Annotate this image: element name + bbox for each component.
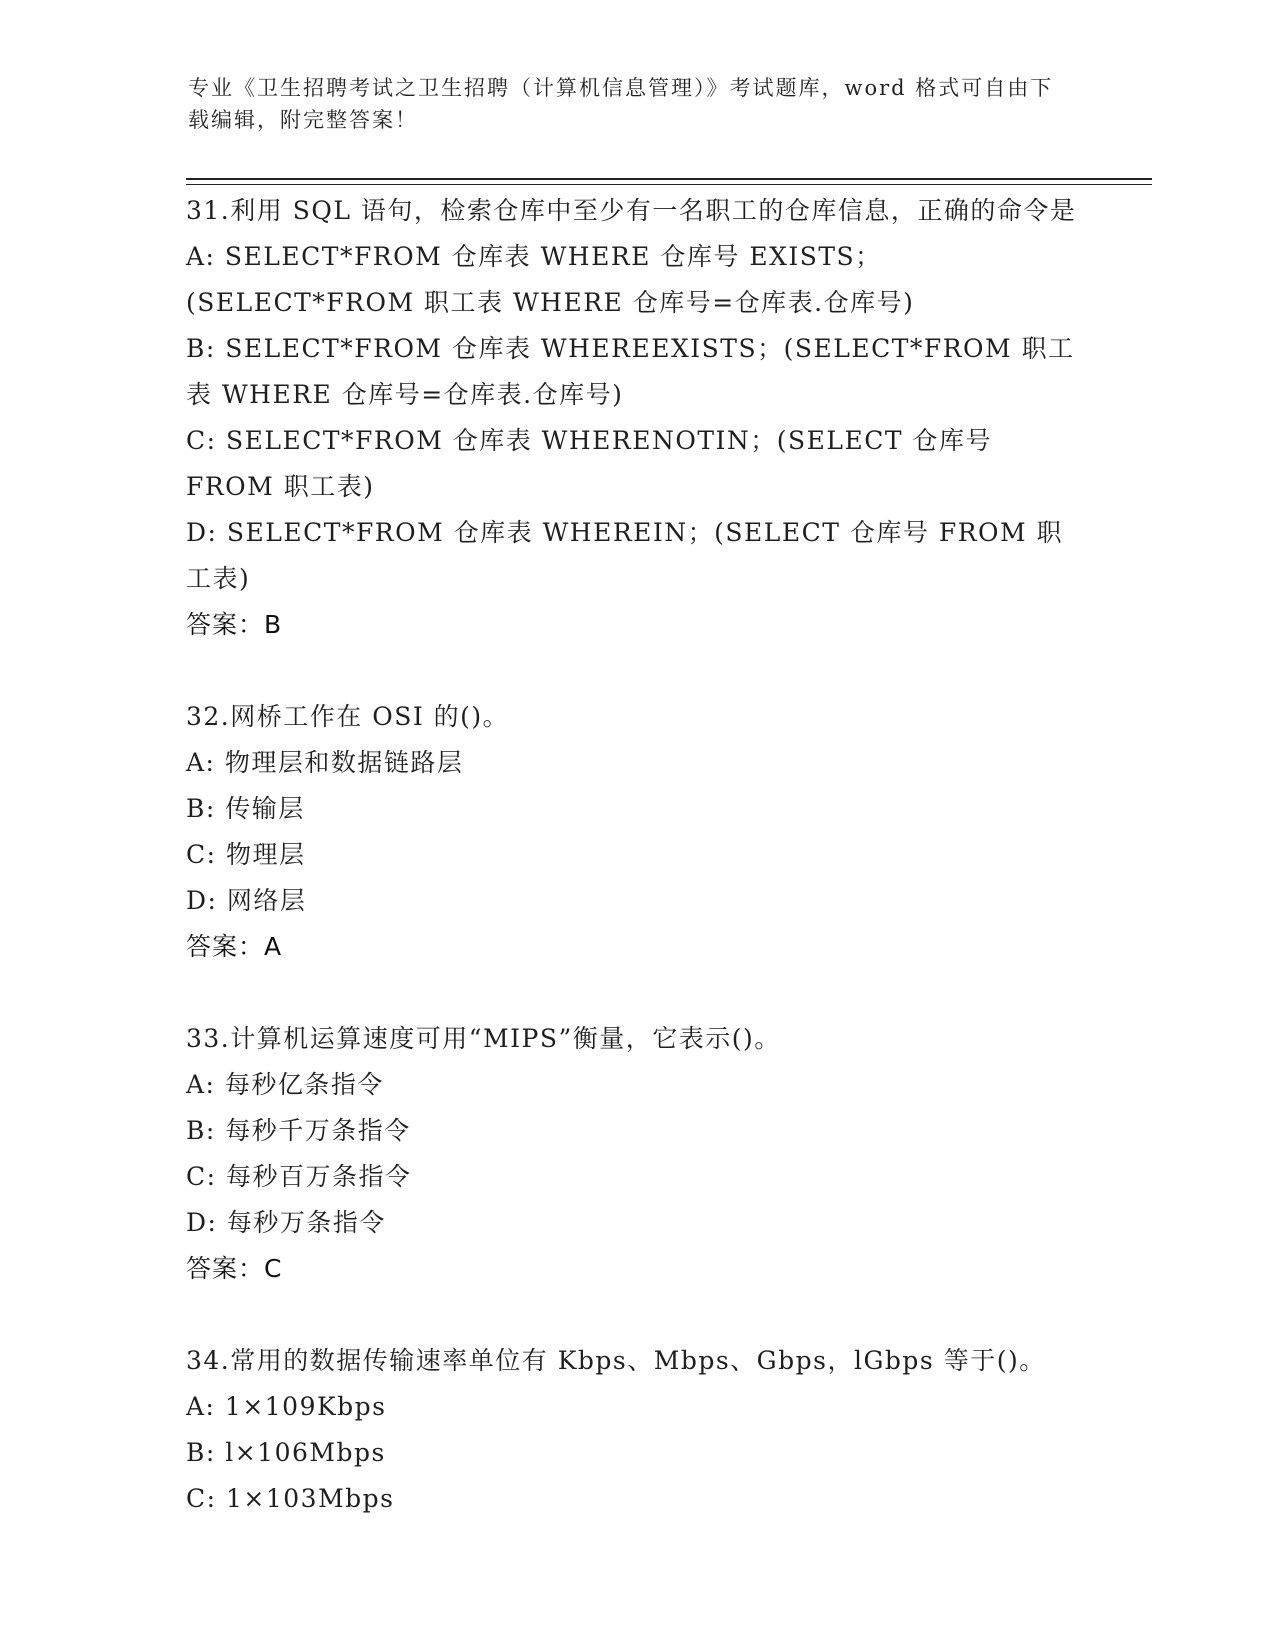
question-stem: 34.常用的数据传输速率单位有 Kbps、Mbps、Gbps，lGbps 等于()。 — [186, 1346, 1046, 1375]
option-b: B: 传输层 — [186, 794, 305, 823]
option-b: B: l×106Mbps — [186, 1438, 386, 1467]
question-list — [186, 188, 1086, 1568]
document-intro: 专业《卫生招聘考试之卫生招聘（计算机信息管理）》考试题库，word 格式可自由下载编辑，附完整答案！ — [188, 76, 1054, 132]
question-33 — [186, 1016, 1086, 1292]
option-a: A: SELECT*FROM 仓库表 WHERE 仓库号 EXISTS；(SELECT*FROM 职工表 WHERE 仓库号=仓库表.仓库号) — [186, 242, 915, 317]
answer-label: 答案：A — [186, 932, 283, 961]
option-d: D: 网络层 — [186, 886, 307, 915]
answer-label: 答案：B — [186, 610, 283, 639]
option-a: A: 每秒亿条指令 — [186, 1070, 384, 1099]
option-c: C: 每秒百万条指令 — [186, 1162, 412, 1191]
option-a: A: 1×109Kbps — [186, 1392, 387, 1421]
option-c: C: 1×103Mbps — [186, 1484, 395, 1513]
option-a: A: 物理层和数据链路层 — [186, 748, 464, 777]
header-divider-thick — [186, 178, 1152, 180]
question-stem: 31.利用 SQL 语句，检索仓库中至少有一名职工的仓库信息，正确的命令是 — [186, 196, 1077, 225]
option-c: C: 物理层 — [186, 840, 306, 869]
option-b: B: 每秒千万条指令 — [186, 1116, 411, 1145]
option-b: B: SELECT*FROM 仓库表 WHEREEXISTS；(SELECT*FROM 职工表 WHERE 仓库号=仓库表.仓库号) — [186, 334, 1075, 409]
question-stem: 33.计算机运算速度可用“MIPS”衡量，它表示()。 — [186, 1024, 781, 1053]
question-stem: 32.网桥工作在 OSI 的()。 — [186, 702, 510, 731]
question-32 — [186, 694, 1086, 970]
header-divider-thin — [186, 184, 1152, 185]
answer-label: 答案：C — [186, 1254, 283, 1283]
question-34 — [186, 1338, 1086, 1522]
option-d: D: SELECT*FROM 仓库表 WHEREIN；(SELECT 仓库号 FROM 职工表) — [186, 518, 1064, 593]
option-c: C: SELECT*FROM 仓库表 WHERENOTIN；(SELECT 仓库号 FROM 职工表) — [186, 426, 993, 501]
question-31 — [186, 188, 1086, 648]
option-d: D: 每秒万条指令 — [186, 1208, 386, 1237]
